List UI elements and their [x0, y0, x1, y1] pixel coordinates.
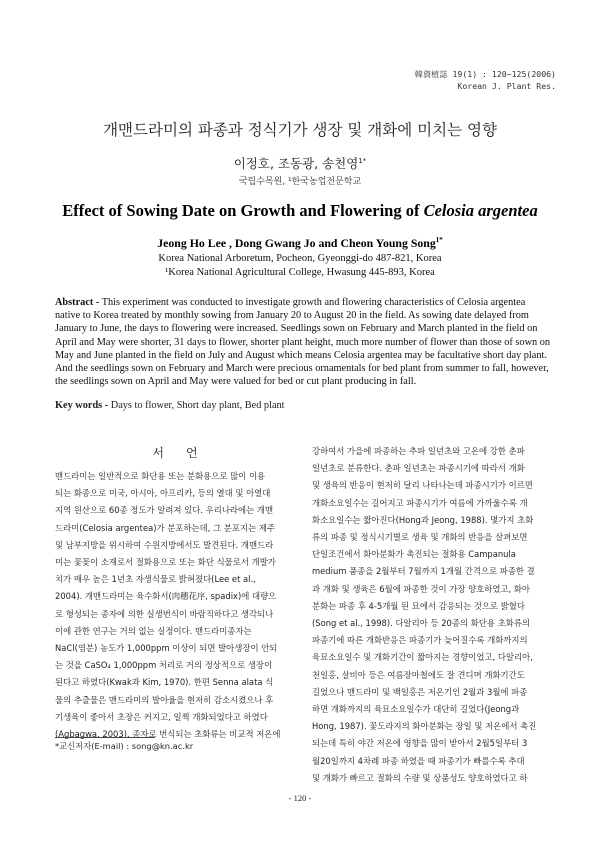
body-text-line: 로 형성되는 종자에 의한 실생번식이 바람직하다고 생각되나 [55, 608, 274, 619]
body-column-left [55, 468, 295, 743]
body-text-line: 화소요일수는 짧아진다(Hong과 Jeong, 1988). 몇가지 초화 [312, 514, 534, 525]
body-text-line: 분화는 파종 후 4-5개월 된 묘에서 감응되는 것으로 밝혔다 [312, 600, 525, 611]
body-text-line: 치가 매우 높은 1년초 자생식물로 밝혀졌다(Lee et al., [55, 574, 256, 585]
korean-affiliation: 국립수목원, ¹한국농업전문학교 [238, 177, 362, 187]
body-text-line: NaCl(염분) 농도가 1,000ppm 이상이 되면 발아생장이 안되 [55, 643, 278, 654]
corresponding-author-footnote: *교신저자(E-mail) : song@kn.ac.kr [55, 741, 194, 751]
journal-citation-line-2: Korean J. Plant Res. [457, 81, 556, 91]
body-text-line: 하면 개화까지의 육묘소요일수가 대단히 길었다(Jeong과 [312, 704, 520, 715]
body-text-line: 된다고 하였다(Kwak과 Kim, 1970). 한편 Senna alata 식 [55, 677, 274, 688]
body-text-line: 및 생육의 반응이 현저히 달리 나타나는데 파종시기가 이르면 [312, 480, 533, 491]
body-text-line: medium 품종을 2월부터 7월까지 1개월 간격으로 파종한 결 [312, 566, 535, 577]
body-text-line: 월20일까지 4차례 파종 하였을 때 파종기가 빠를수록 추대 [312, 755, 525, 766]
body-text-line: 기생육이 좋아서 초장은 커지고, 일찍 개화되었다고 하였다 [55, 711, 268, 722]
abstract-text: This experiment was conducted to investigate growth and flowering characteristics of Celosia argentea [101, 297, 526, 308]
english-affiliation-1: Korea National Arboretum, Pocheon, Gyeonggi-do 487-821, Korea [158, 253, 442, 264]
abstract-line: the seedlings sown on April and May were valued for bed or cut plant producing in fall. [55, 376, 417, 388]
body-text-line: 및 개화가 빠르고 절화의 수량 및 상품성도 양호하였다고 하 [312, 772, 528, 783]
keywords-label: Key words - [55, 400, 109, 411]
body-text-line: 지역 원산으로 60종 정도가 알려져 있다. 우리나라에는 개맨 [55, 505, 274, 516]
english-author-marker: 1* [435, 236, 443, 245]
body-text-line: 파종기에 따른 개화반응은 파종기가 늦어질수록 개화까지의 [312, 635, 528, 646]
english-title [0, 201, 600, 221]
body-text-line: 미는 꽃꽂이 소재로서 절화용으로 또는 화단 식물로서 개발가 [55, 557, 276, 568]
abstract-line: native to Korea treated by monthly sowing from January 20 to August 20 in the field. As sowing date delayed from [55, 310, 529, 322]
body-text-line: 길었으나 맨드라미 및 백일홍은 저온기인 2월과 3월에 파종 [312, 686, 528, 697]
abstract-line: May and June planted in the field on July and August which means Celosia argentea may be facultative short day plant. [55, 349, 547, 361]
body-text-line: 단일조건에서 화아분화가 촉진되는 절화용 Campanula [312, 549, 516, 560]
english-affiliation-2: ¹Korea National Agricultural College, Hwasung 445-893, Korea [165, 267, 435, 278]
body-text-line: 드라미(Celosia argentea)가 분포하는데, 그 분포지는 제주 [55, 522, 275, 533]
english-title-main: Effect of Sowing Date on Growth and Flowering of [62, 201, 420, 220]
body-column-right [312, 443, 552, 787]
body-text-line: 개화소요일수는 길어지고 파종시기가 여름에 가까울수록 개 [312, 497, 528, 508]
body-text-line: 일년초로 분류한다. 춘파 일년초는 파종시기에 따라서 개화 [312, 463, 525, 474]
body-text-line: 되는 화종으로 미국, 아시아, 아프리카, 등의 열대 및 아열대 [55, 488, 271, 499]
abstract-label: Abstract - [55, 297, 100, 308]
body-text-line: Hong, 1987). 꽃도라지의 화아분화는 장일 및 저온에서 촉진 [312, 721, 537, 732]
english-authors [0, 236, 600, 251]
body-text-line: (Agbagwa, 2003). 종자로 번식되는 초화류는 비교적 저온에 [55, 729, 281, 740]
footnote-divider [55, 737, 155, 738]
journal-citation [415, 68, 556, 92]
abstract-line: April and May were shorter, 31 days to flower, shorter plant height, much more number of flower than those of sown on [55, 336, 551, 348]
body-text-line: 물의 추출물은 맨드라미의 발아율을 현저히 감소시켰으나 후 [55, 694, 274, 705]
body-text-line: (Song et al., 1998). 다알리아 등 20종의 화단용 초화류의 [312, 618, 531, 629]
korean-title: 개맨드라미의 파종과 정식기가 생장 및 개화에 미치는 영향 [103, 121, 497, 139]
korean-author-names: 이정호, 조동광, 송천영 [233, 156, 359, 171]
korean-author-marker: 1* [358, 156, 367, 165]
body-text-line: 과 개화 및 생육은 6월에 파종한 것이 가장 양호하였고, 화아 [312, 583, 531, 594]
keywords [55, 400, 285, 411]
abstract-line [55, 296, 555, 309]
keywords-text: Days to flower, Short day plant, Bed plant [110, 400, 285, 411]
body-text-line: 류의 파종 및 정식시기별로 생육 및 개화의 반응을 살펴보면 [312, 532, 528, 543]
journal-citation-line-1: 韓資植誌 19(1) : 120~125(2006) [414, 69, 556, 79]
body-text-line: 및 남부지방을 위시하여 수원지방에서도 발견된다. 개맨드라 [55, 539, 274, 550]
english-title-species: Celosia argentea [423, 201, 538, 220]
body-text-line: 맨드라미는 일반적으로 화단용 또는 분화용으로 많이 이용 [55, 471, 266, 481]
abstract-line: And the seedlings sown on February and March were precious ornamentals for bed plant from summer to fall, however, [55, 363, 549, 375]
body-text-line: 이에 관한 연구는 거의 없는 실정이다. 맨드라미종자는 [55, 625, 252, 636]
body-text-line: 육묘소요일수 및 개화기간이 짧아지는 경향이었고, 다알리아, [312, 652, 533, 663]
body-text-line: 되는데 특히 야간 저온에 영향을 많이 받아서 2월5일부터 3 [312, 738, 528, 749]
korean-authors [0, 154, 600, 172]
abstract [55, 296, 555, 388]
body-text-line: 천일홍, 살비아 등은 여름장마철에도 잘 견디며 개화기간도 [312, 669, 525, 680]
section-heading-introduction: 서언 [152, 446, 220, 460]
english-author-names: Jeong Ho Lee , Dong Gwang Jo and Cheon Young Song [157, 236, 436, 250]
page-number: - 120 - [288, 793, 312, 803]
abstract-line: January to June, the days to flowering were increased. Seedlings sown on February and March planted in the field on [55, 323, 538, 335]
body-text-line: 강하여서 가을에 파종하는 추파 일년초와 고온에 강한 춘파 [312, 446, 525, 456]
body-text-line: 2004). 개맨드라미는 육수화서(肉穗花序, spadix)에 대량으 [55, 591, 277, 602]
body-text-line: 는 것을 CaSO₄ 1,000ppm 처리로 거의 정상적으로 생장이 [55, 660, 273, 671]
